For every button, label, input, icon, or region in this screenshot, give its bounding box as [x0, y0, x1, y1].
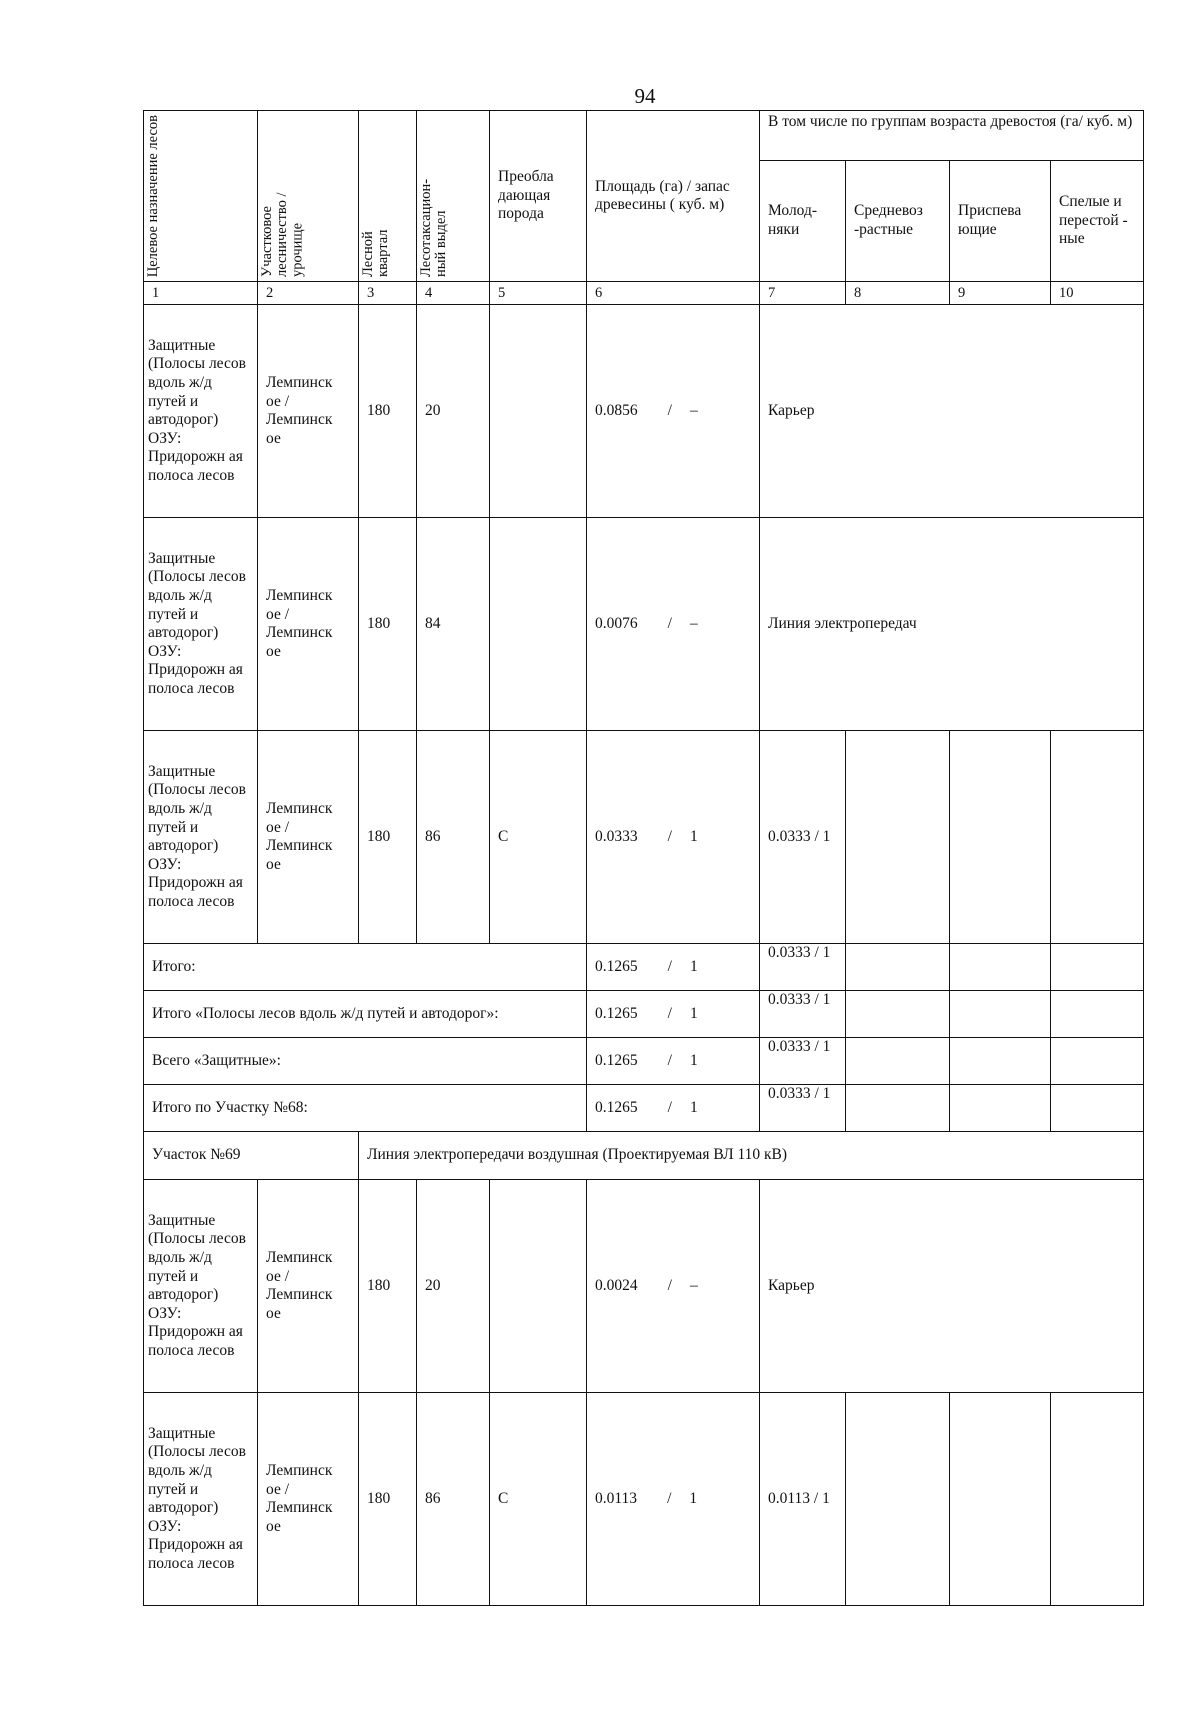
total-row — [144, 1038, 1144, 1085]
forest-plots-table — [143, 110, 1144, 1606]
column-number: 1 — [144, 282, 258, 305]
forest-purpose: Защитные (Полосы лесов вдоль ж/д путей и автодорог) ОЗУ: Придорожн ая полоса лесов — [144, 1393, 258, 1606]
header-middle-aged: Средневоз -растные — [846, 160, 950, 281]
forest-purpose: Защитные (Полосы лесов вдоль ж/д путей и автодорог) ОЗУ: Придорожн ая полоса лесов — [144, 518, 258, 731]
maturing-stands — [950, 731, 1051, 944]
total-area-stock: 0.1265 / 1 — [587, 1085, 760, 1132]
species: С — [490, 1393, 587, 1606]
plot-number: 86 — [417, 1393, 490, 1606]
total-label: Итого по Участку №68: — [144, 1085, 587, 1132]
total-row — [144, 944, 1144, 991]
area-stock: 0.0333 / 1 — [587, 731, 760, 944]
forest-quarter: 180 — [359, 1393, 417, 1606]
forest-quarter: 180 — [359, 518, 417, 731]
forestry-name: Лемпинск ое / Лемпинск ое — [258, 731, 359, 944]
section-description: Линия электропередачи воздушная (Проектируемая ВЛ 110 кВ) — [359, 1132, 1144, 1180]
column-number-row — [144, 282, 1144, 305]
plot-number: 20 — [417, 1180, 490, 1393]
header-row — [144, 111, 1144, 161]
forestry-name: Лемпинск ое / Лемпинск ое — [258, 305, 359, 518]
land-use-note: Карьер — [760, 1180, 1144, 1393]
forest-purpose: Защитные (Полосы лесов вдоль ж/д путей и автодорог) ОЗУ: Придорожн ая полоса лесов — [144, 731, 258, 944]
total-label: Итого «Полосы лесов вдоль ж/д путей и автодорог»: — [144, 991, 587, 1038]
section-header-row — [144, 1132, 1144, 1180]
land-use-note: Карьер — [760, 305, 1144, 518]
total-area-stock: 0.1265 / 1 — [587, 991, 760, 1038]
species: С — [490, 731, 587, 944]
column-number: 7 — [760, 282, 846, 305]
header-age-group: В том числе по группам возраста древостоя (га/ куб. м) — [760, 111, 1144, 161]
mature-stands — [1051, 1393, 1144, 1606]
total-label: Всего «Защитные»: — [144, 1038, 587, 1085]
total-young: 0.0333 / 1 — [760, 944, 846, 991]
area-stock: 0.0856 / – — [587, 305, 760, 518]
forestry-name: Лемпинск ое / Лемпинск ое — [258, 1180, 359, 1393]
header-area: Площадь (га) / запас древесины ( куб. м) — [587, 111, 760, 282]
table-row — [144, 731, 1144, 944]
column-number: 4 — [417, 282, 490, 305]
area-stock: 0.0076 / – — [587, 518, 760, 731]
area-stock: 0.0024 / – — [587, 1180, 760, 1393]
forest-quarter: 180 — [359, 1180, 417, 1393]
middle-aged-stands — [846, 731, 950, 944]
header-mature: Спелые и перестой - ные — [1051, 160, 1144, 281]
young-stands: 0.0113 / 1 — [760, 1393, 846, 1606]
column-number: 3 — [359, 282, 417, 305]
forest-quarter: 180 — [359, 305, 417, 518]
column-number: 5 — [490, 282, 587, 305]
total-row — [144, 1085, 1144, 1132]
land-use-note: Линия электропередач — [760, 518, 1144, 731]
column-number: 9 — [950, 282, 1051, 305]
area-stock: 0.0113 / 1 — [587, 1393, 760, 1606]
column-number: 8 — [846, 282, 950, 305]
species — [490, 305, 587, 518]
column-number: 10 — [1051, 282, 1144, 305]
total-young: 0.0333 / 1 — [760, 1085, 846, 1132]
species — [490, 1180, 587, 1393]
plot-number: 84 — [417, 518, 490, 731]
plot-number: 20 — [417, 305, 490, 518]
maturing-stands — [950, 1393, 1051, 1606]
header-species: Преобла дающая порода — [490, 111, 587, 282]
section-label: Участок №69 — [144, 1132, 359, 1180]
total-area-stock: 0.1265 / 1 — [587, 944, 760, 991]
forestry-name: Лемпинск ое / Лемпинск ое — [258, 1393, 359, 1606]
table-row — [144, 1393, 1144, 1606]
page-number: 94 — [634, 84, 656, 108]
header-purpose: Целевое назначение лесов — [144, 111, 258, 282]
young-stands: 0.0333 / 1 — [760, 731, 846, 944]
forest-quarter: 180 — [359, 731, 417, 944]
total-young: 0.0333 / 1 — [760, 991, 846, 1038]
forestry-name: Лемпинск ое / Лемпинск ое — [258, 518, 359, 731]
total-row — [144, 991, 1144, 1038]
header-young: Молод-няки — [760, 160, 846, 281]
column-number: 2 — [258, 282, 359, 305]
header-forestry: Участковое лесничество / урочище — [258, 111, 359, 282]
forest-purpose: Защитные (Полосы лесов вдоль ж/д путей и автодорог) ОЗУ: Придорожн ая полоса лесов — [144, 305, 258, 518]
species — [490, 518, 587, 731]
forest-purpose: Защитные (Полосы лесов вдоль ж/д путей и автодорог) ОЗУ: Придорожн ая полоса лесов — [144, 1180, 258, 1393]
column-number: 6 — [587, 282, 760, 305]
total-young: 0.0333 / 1 — [760, 1038, 846, 1085]
table-row — [144, 305, 1144, 518]
total-label: Итого: — [144, 944, 587, 991]
total-area-stock: 0.1265 / 1 — [587, 1038, 760, 1085]
plot-number: 86 — [417, 731, 490, 944]
header-quarter: Лесной квартал — [359, 111, 417, 282]
header-plot: Лесотаксацион-ный выдел — [417, 111, 490, 282]
mature-stands — [1051, 731, 1144, 944]
header-maturing: Приспева ющие — [950, 160, 1051, 281]
table-row — [144, 1180, 1144, 1393]
middle-aged-stands — [846, 1393, 950, 1606]
table-row — [144, 518, 1144, 731]
